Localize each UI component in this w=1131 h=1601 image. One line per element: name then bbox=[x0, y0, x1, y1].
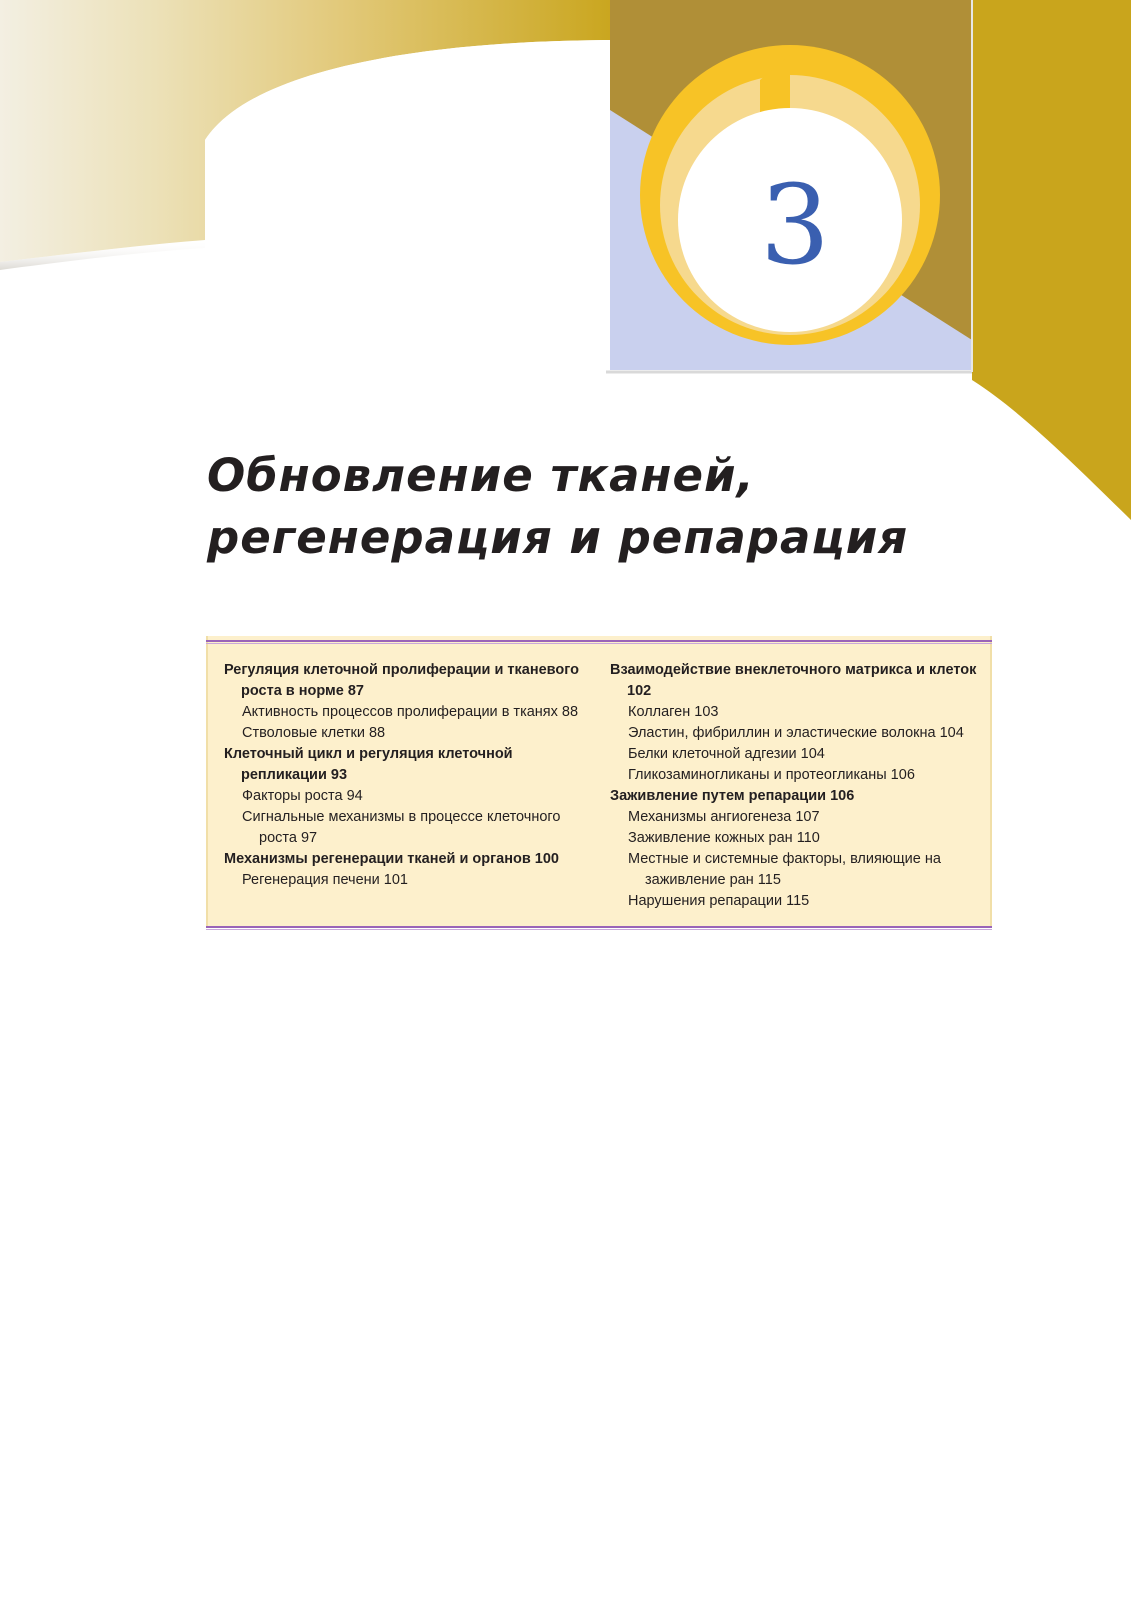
toc-entry[interactable]: Регуляция клеточной пролиферации и тканевого роста в норме 87 bbox=[224, 662, 579, 699]
contents-right-column bbox=[610, 660, 990, 912]
toc-entry[interactable]: Механизмы ангиогенеза 107 bbox=[628, 809, 820, 825]
chapter-title-line-2: регенерация и репарация bbox=[207, 511, 909, 564]
toc-entry[interactable]: Местные и системные факторы, влияющие на заживление ран 115 bbox=[628, 851, 941, 888]
chapter-title bbox=[207, 445, 1107, 569]
toc-entry[interactable]: Регенерация печени 101 bbox=[242, 872, 408, 888]
toc-entry[interactable]: Заживление кожных ран 110 bbox=[628, 830, 820, 846]
chapter-number: 3 bbox=[760, 161, 830, 289]
toc-entry[interactable]: Активность процессов пролиферации в тканях 88 bbox=[242, 704, 579, 720]
toc-entry[interactable]: Клеточный цикл и регуляция клеточной репликации 93 bbox=[224, 746, 513, 783]
chapter-title-line-1: Обновление тканей, bbox=[207, 449, 755, 502]
toc-entry[interactable]: Нарушения репарации 115 bbox=[628, 893, 810, 909]
gold-edge-band bbox=[972, 0, 1131, 520]
contents-bottom-rule bbox=[206, 926, 992, 930]
toc-entry[interactable]: Механизмы регенерации тканей и органов 100 bbox=[224, 851, 559, 867]
contents-top-rule bbox=[206, 640, 992, 644]
contents-left-column bbox=[224, 660, 589, 891]
toc-entry[interactable]: Белки клеточной адгезии 104 bbox=[628, 746, 825, 762]
toc-entry[interactable]: Заживление путем репарации 106 bbox=[610, 788, 855, 804]
toc-entry[interactable]: Стволовые клетки 88 bbox=[242, 725, 386, 741]
toc-entry[interactable]: Взаимодействие внеклеточного матрикса и клеток 102 bbox=[610, 662, 977, 699]
toc-entry[interactable]: Сигнальные механизмы в процессе клеточного роста 97 bbox=[242, 809, 561, 846]
toc-entry[interactable]: Факторы роста 94 bbox=[242, 788, 363, 804]
toc-entry[interactable]: Гликозаминогликаны и протеогликаны 106 bbox=[628, 767, 915, 783]
toc-entry[interactable]: Коллаген 103 bbox=[628, 704, 719, 720]
toc-entry[interactable]: Эластин, фибриллин и эластические волокна 104 bbox=[628, 725, 964, 741]
